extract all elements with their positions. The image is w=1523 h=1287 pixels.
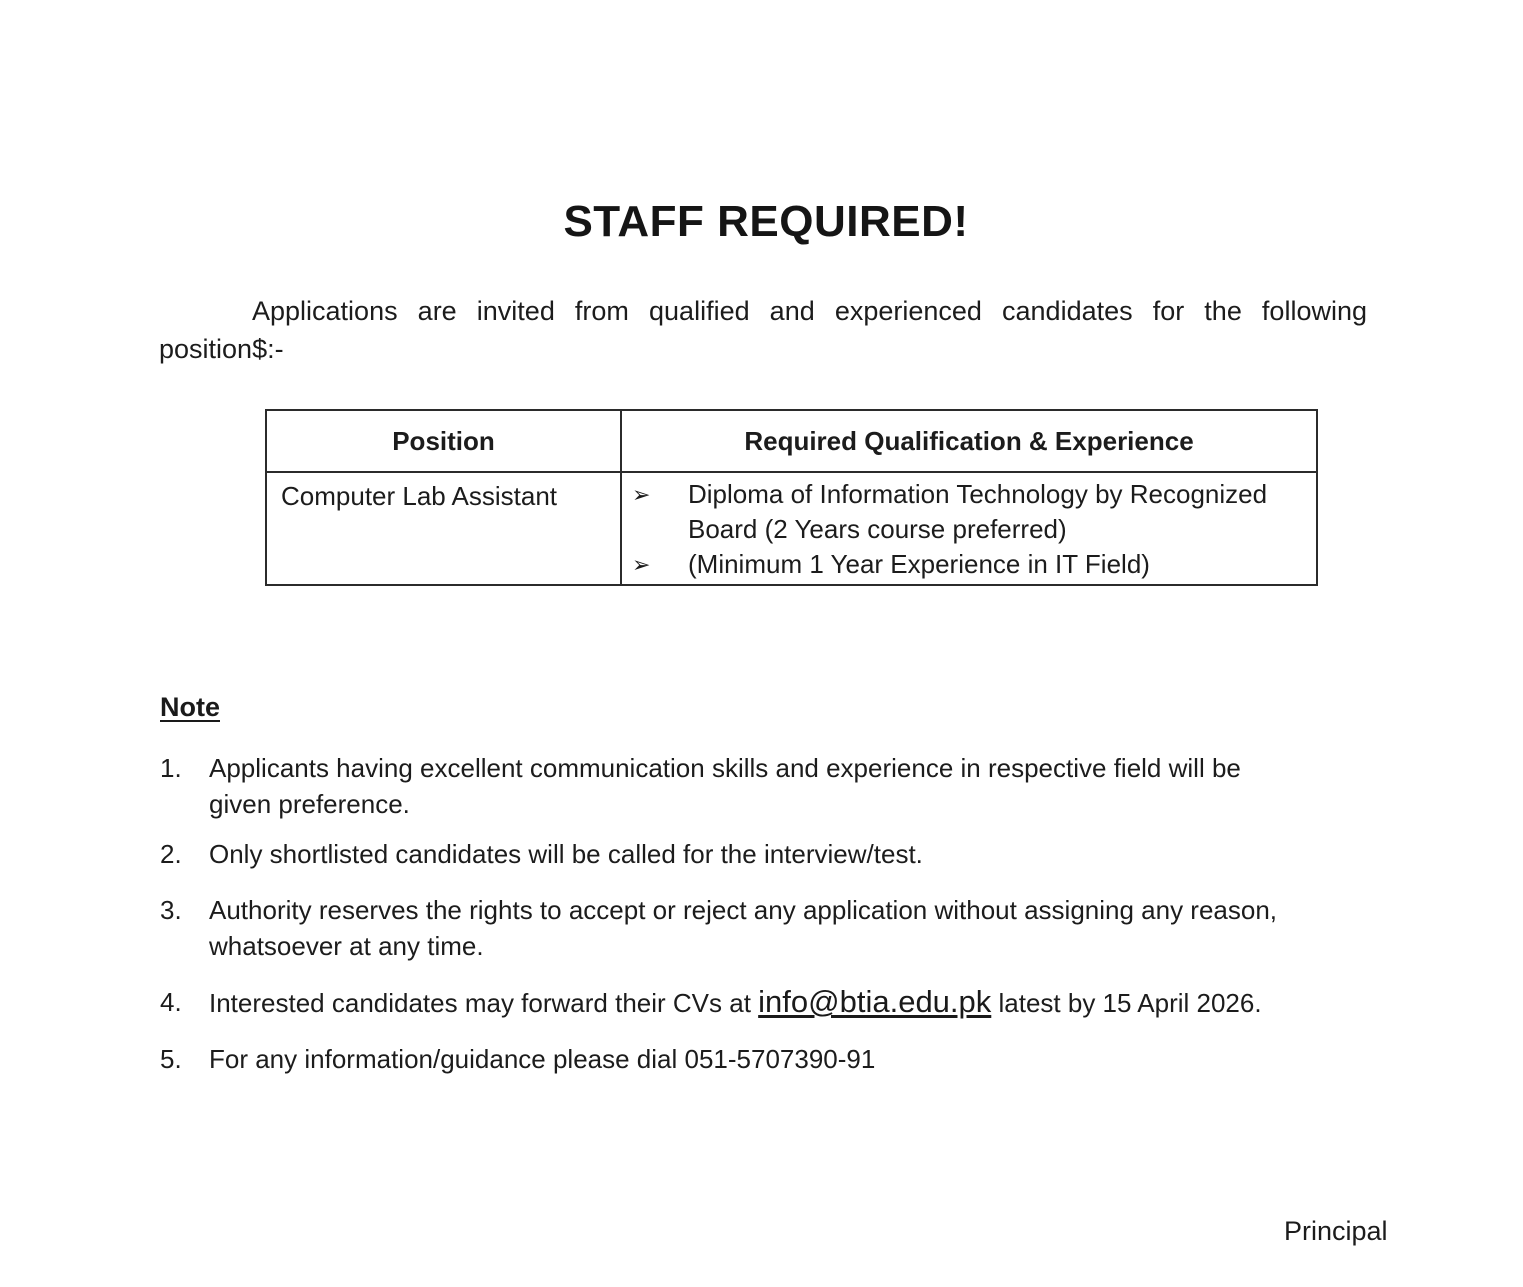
table-header-row [266, 410, 1317, 472]
note-text [209, 984, 1310, 1021]
note-text: Only shortlisted candidates will be called for the interview/test. [209, 839, 923, 869]
note-number: 3. [160, 895, 182, 925]
note-text: For any information/guidance please dial 051-5707390-91 [209, 1044, 876, 1074]
note-number: 1. [160, 753, 182, 783]
header-position: Position [266, 410, 621, 472]
signature-principal: Principal [1284, 1216, 1388, 1246]
list-item [160, 750, 1310, 822]
note-text: Applicants having excellent communication skills and experience in respective field will be given preference. [209, 753, 1241, 819]
list-item [632, 547, 1306, 582]
note-number: 5. [160, 1044, 182, 1074]
list-item [160, 984, 1310, 1021]
note-heading: Note [160, 692, 220, 722]
list-item [160, 836, 1310, 872]
qualification-cell [621, 472, 1317, 585]
note-number: 4. [160, 987, 182, 1017]
position-cell: Computer Lab Assistant [266, 472, 621, 585]
email-link[interactable]: info@btia.edu.pk [758, 984, 992, 1019]
list-item [160, 892, 1310, 964]
qualification-text: Diploma of Information Technology by Recognized Board (2 Years course preferred) [688, 479, 1268, 544]
note-number: 2. [160, 839, 182, 869]
intro-paragraph: Applications are invited from qualified and experienced candidates for the following position$:- [159, 296, 1367, 364]
arrowhead-bullet-icon: ➢ [632, 552, 651, 577]
table-row [266, 472, 1317, 585]
qualification-text: (Minimum 1 Year Experience in IT Field) [688, 549, 1150, 579]
note-text-after: latest by 15 April 2026. [991, 988, 1262, 1018]
note-text-before: Interested candidates may forward their CVs at [209, 988, 759, 1018]
page-title: STAFF REQUIRED! [563, 197, 969, 246]
arrowhead-bullet-icon: ➢ [632, 482, 651, 507]
notes-list [160, 750, 1310, 1091]
header-qualification: Required Qualification & Experience [621, 410, 1317, 472]
positions-table [265, 409, 1318, 586]
list-item [632, 477, 1306, 547]
note-text: Authority reserves the rights to accept or reject any application without assigning any reason, whatsoever at any time. [209, 895, 1278, 961]
list-item [160, 1041, 1310, 1077]
qualification-list [632, 477, 1306, 582]
